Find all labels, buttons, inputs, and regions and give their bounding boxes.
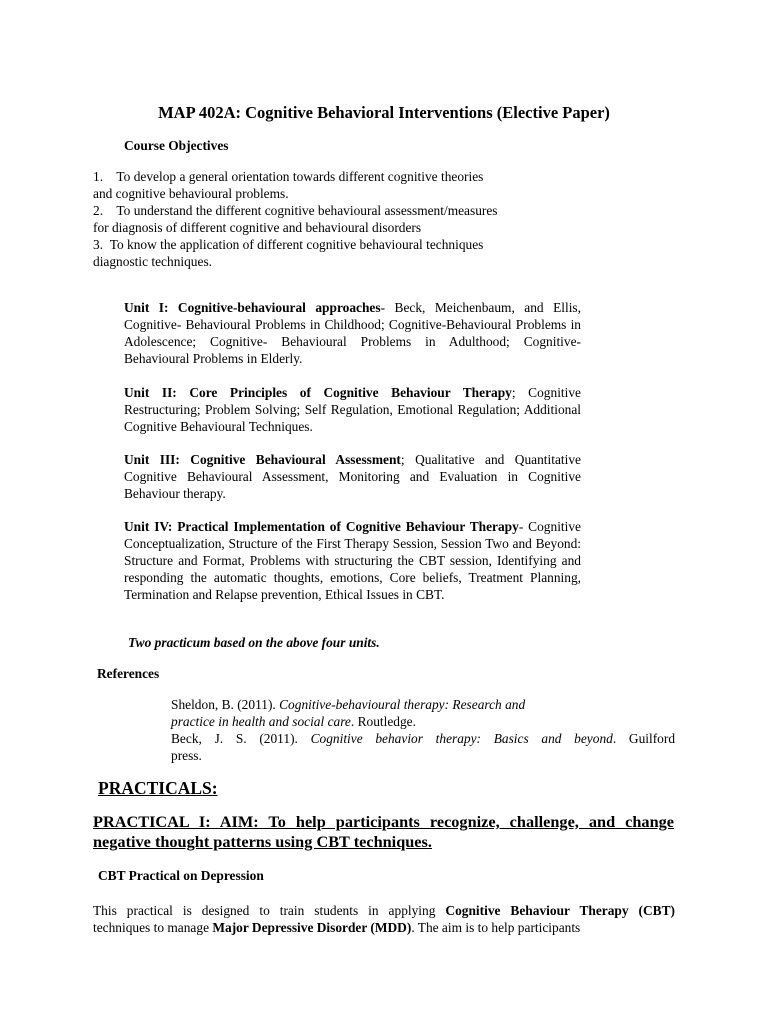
intro-line-2-tail: . The aim is to help participants bbox=[411, 920, 581, 935]
reference-2-title: Cognitive behavior therapy: Basics and beyond bbox=[310, 731, 613, 746]
unit-2-separator: ; bbox=[511, 385, 516, 400]
unit-1-text: Beck, Meichenbaum, and Ellis, Cognitive- Behavioural Problems in Childhood; Cognitive-Behavioural Problems in Adolescence; Cognitive- Behavioural Problems in Adulthood; Cognitive- Behavioural Problems in Elderly. bbox=[124, 300, 581, 366]
unit-3-heading: Unit III: Cognitive Behavioural Assessment bbox=[124, 452, 401, 467]
intro-line-1 bbox=[93, 902, 675, 919]
reference-1-line-2 bbox=[171, 713, 675, 730]
unit-3-separator: ; bbox=[400, 452, 405, 467]
page-title: MAP 402A: Cognitive Behavioral Interventions (Elective Paper) bbox=[158, 103, 610, 122]
intro-mdd-term: Major Depressive Disorder (MDD) bbox=[212, 920, 412, 935]
objective-3-line-2: diagnostic techniques. bbox=[93, 254, 212, 269]
unit-3 bbox=[124, 451, 581, 502]
unit-2-text: Cognitive Restructuring; Problem Solving; Self Regulation, Emotional Regulation; Additional Cognitive Behavioural Techniques. bbox=[124, 385, 581, 434]
reference-1-publisher: . Routledge. bbox=[350, 714, 416, 729]
objective-1-line-2: and cognitive behavioural problems. bbox=[93, 186, 289, 201]
practicum-note: Two practicum based on the above four units. bbox=[128, 635, 380, 650]
unit-1-separator: - bbox=[380, 300, 386, 315]
unit-4-heading: Unit IV: Practical Implementation of Cognitive Behaviour Therapy bbox=[124, 519, 519, 534]
unit-1-heading: Unit I: Cognitive-behavioural approaches bbox=[124, 300, 381, 315]
reference-1-line-1 bbox=[171, 696, 675, 713]
practical-1-aim: PRACTICAL I: AIM: To help participants recognize, challenge, and change negative thought patterns using CBT techniques. bbox=[93, 812, 674, 851]
reference-1-title-part-1: Cognitive-behavioural therapy: Research and bbox=[279, 697, 526, 712]
unit-4-separator: - bbox=[518, 519, 524, 534]
objective-2-line-1: 2. To understand the different cognitive behavioural assessment/measures bbox=[93, 203, 498, 218]
references-list bbox=[171, 696, 675, 764]
references-heading: References bbox=[97, 666, 160, 681]
course-objectives-heading: Course Objectives bbox=[124, 138, 229, 153]
intro-paragraph bbox=[93, 902, 675, 936]
objective-2-line-2: for diagnosis of different cognitive and behavioural disorders bbox=[93, 220, 422, 235]
reference-2-line-2: press. bbox=[171, 748, 202, 763]
reference-2-publisher: . Guilford bbox=[612, 731, 676, 746]
reference-1-author: Sheldon, B. (2011). bbox=[171, 697, 280, 712]
intro-line-1-text: This practical is designed to train students in applying bbox=[93, 903, 446, 918]
intro-line-2-text: techniques to manage bbox=[93, 920, 213, 935]
intro-cbt-term: Cognitive Behaviour Therapy (CBT) bbox=[445, 903, 675, 918]
unit-4-text: Cognitive Conceptualization, Structure of the First Therapy Session, Session Two and Beyond: Structure and Format, Problems with structuring the CBT session, Identifying and responding the automatic thoughts, emotions, Core beliefs, Treatment Planning, Termination and Relapse prevention, Ethical Issues in CBT. bbox=[124, 519, 581, 602]
practicals-heading: PRACTICALS: bbox=[98, 778, 218, 798]
unit-3-text: Qualitative and Quantitative Cognitive Behavioural Assessment, Monitoring and Evaluation in Cognitive Behaviour therapy. bbox=[124, 452, 581, 501]
reference-2-line-1 bbox=[171, 730, 675, 747]
reference-1-title-part-2: practice in health and social care bbox=[171, 714, 351, 729]
unit-2-heading: Unit II: Core Principles of Cognitive Behaviour Therapy bbox=[124, 385, 512, 400]
objective-3-line-1: 3. To know the application of different cognitive behavioural techniques bbox=[93, 237, 484, 252]
unit-2 bbox=[124, 384, 581, 435]
objectives-list bbox=[93, 168, 498, 270]
reference-2-author: Beck, J. S. (2011). bbox=[171, 731, 311, 746]
intro-line-2 bbox=[93, 919, 675, 936]
unit-4 bbox=[124, 518, 581, 603]
cbt-practical-heading: CBT Practical on Depression bbox=[98, 868, 264, 883]
unit-1 bbox=[124, 299, 581, 367]
objective-1-line-1: 1. To develop a general orientation towards different cognitive theories bbox=[93, 169, 484, 184]
